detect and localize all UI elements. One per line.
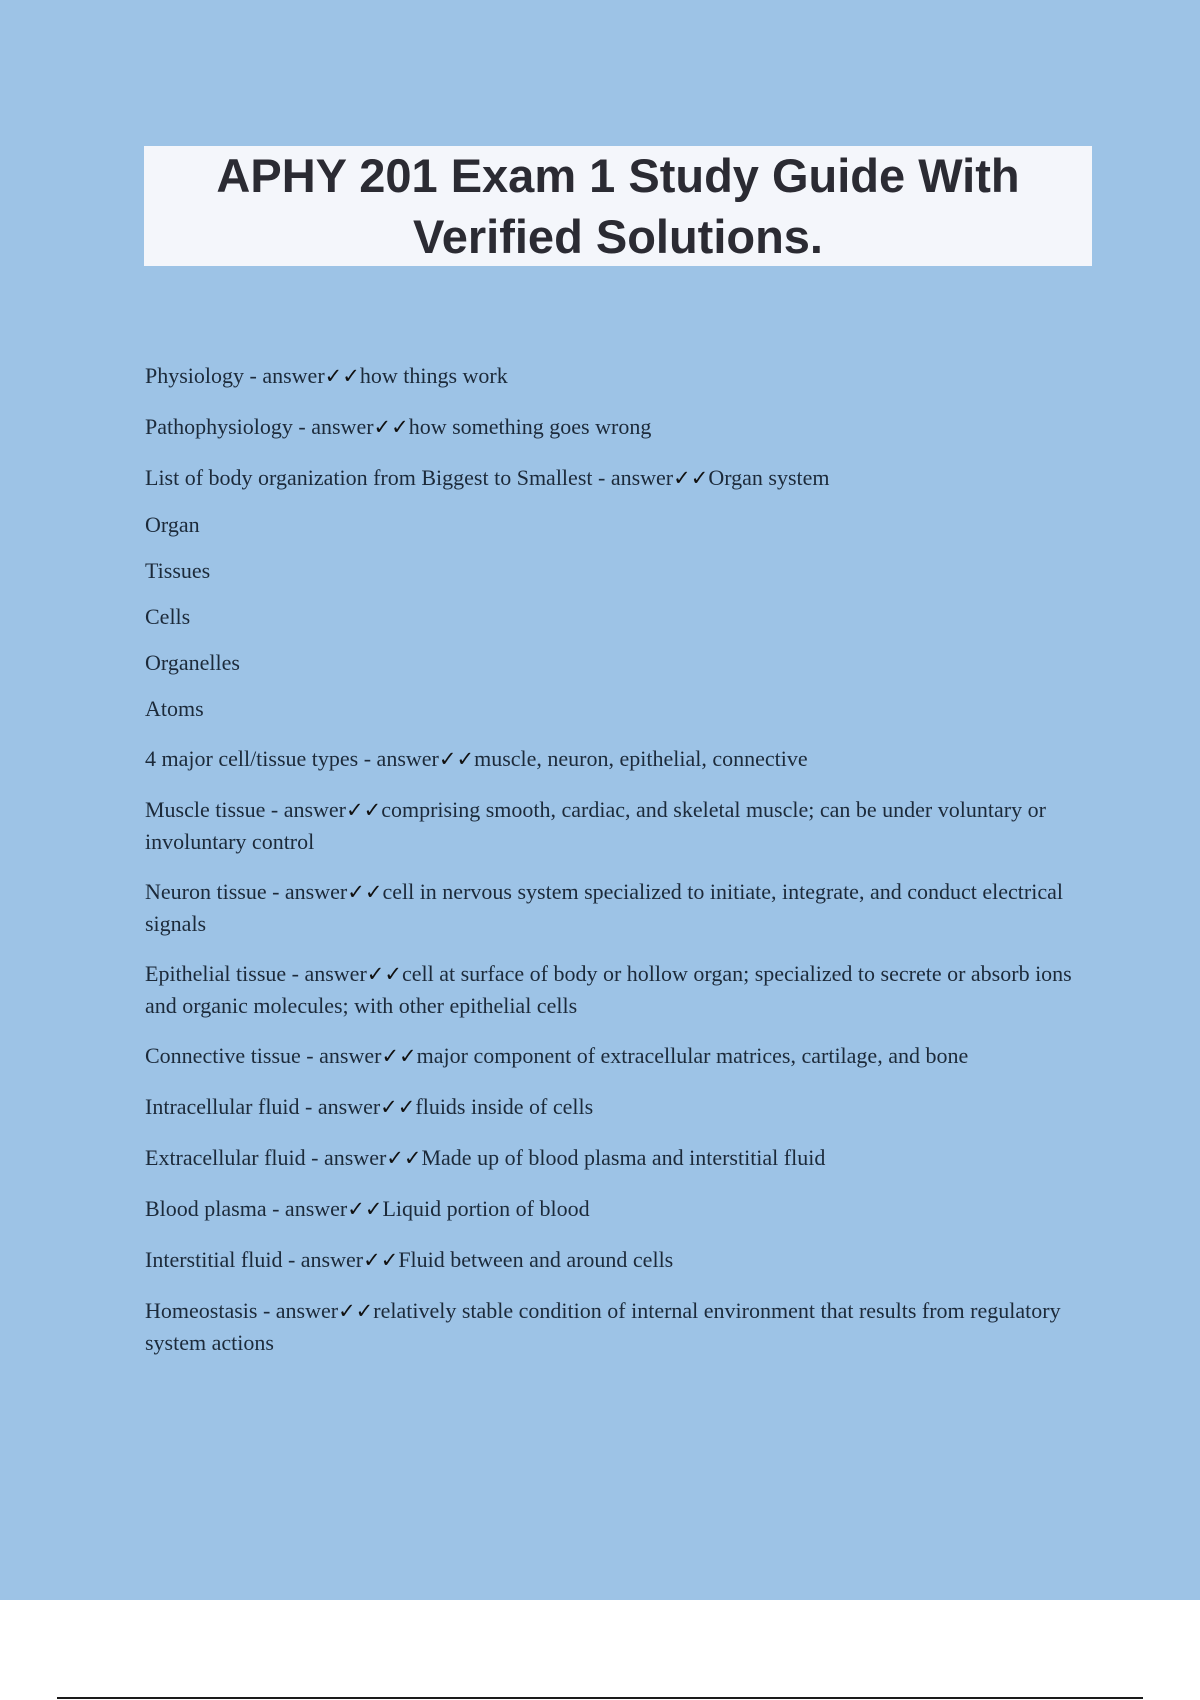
check-icon: ✓✓ [673,466,709,490]
entry-term: Neuron tissue - answer [145,879,348,904]
check-icon: ✓✓ [338,1299,374,1323]
check-icon: ✓✓ [347,880,383,904]
qa-entry [145,876,1075,939]
entry-term: Connective tissue - answer [145,1043,382,1068]
qa-entry [145,462,1075,494]
check-icon: ✓✓ [386,1146,422,1170]
check-icon: ✓✓ [346,798,382,822]
entry-answer: fluids inside of cells [415,1094,594,1119]
qa-entry [145,411,1075,443]
qa-entry [145,1193,1075,1225]
entry-answer: Organ system [708,465,830,490]
entry-term: Intracellular fluid - answer [145,1094,381,1119]
entry-term: Pathophysiology - answer [145,414,374,439]
entry-answer: how something goes wrong [408,414,652,439]
qa-entry [145,958,1075,1021]
entry-term: List of body organization from Biggest to Smallest - answer [145,465,674,490]
check-icon: ✓✓ [438,747,475,771]
entry-answer: cell in nervous system specialized to initiate, integrate, and conduct electrical signals [145,879,1063,936]
entry-answer: comprising smooth, cardiac, and skeletal muscle; can be under voluntary or involuntary control [145,797,1046,854]
qa-entry [145,743,1075,775]
entry-answer: how things work [359,363,508,388]
check-icon: ✓✓ [324,364,360,388]
qa-entry [145,794,1075,857]
list-item: Organ [145,512,200,537]
document-title: APHY 201 Exam 1 Study Guide With Verified Solutions. [216,149,1020,263]
list-item: Atoms [145,696,204,721]
entry-answer: cell at surface of body or hollow organ; specialized to secrete or absorb ions and organic molecules; with other epithelial cells [145,961,1072,1018]
entry-term: Physiology - answer [145,363,325,388]
entry-answer: Liquid portion of blood [382,1196,590,1221]
entry-term: Muscle tissue - answer [145,797,347,822]
entry-answer: muscle, neuron, epithelial, connective [474,746,808,771]
check-icon: ✓✓ [347,1197,383,1221]
title-banner [144,146,1092,266]
check-icon: ✓✓ [363,1248,399,1272]
qa-entry [145,1091,1075,1123]
check-icon: ✓✓ [380,1095,416,1119]
entry-term: Interstitial fluid - answer [145,1247,364,1272]
list-item: Organelles [145,650,240,675]
check-icon: ✓✓ [381,1044,417,1068]
qa-entry [145,1295,1075,1358]
list-item: Tissues [145,558,211,583]
check-icon: ✓✓ [366,962,402,986]
entry-term: Blood plasma - answer [145,1196,348,1221]
study-guide-content [145,360,1075,1377]
qa-entry [145,1142,1075,1174]
check-icon: ✓✓ [373,415,409,439]
entry-answer: relatively stable condition of internal environment that results from regulatory system actions [145,1298,1061,1355]
list-item: Cells [145,604,191,629]
entry-answer: major component of extracellular matrices, cartilage, and bone [416,1043,969,1068]
footer-divider [57,1697,1143,1699]
entry-term: Homeostasis - answer [145,1298,339,1323]
qa-entry [145,1040,1075,1072]
entry-answer: Made up of blood plasma and interstitial fluid [421,1145,826,1170]
qa-entry [145,1244,1075,1276]
entry-term: Extracellular fluid - answer [145,1145,387,1170]
entry-answer: Fluid between and around cells [398,1247,674,1272]
entry-term: Epithelial tissue - answer [145,961,367,986]
qa-entry [145,360,1075,392]
entry-term: 4 major cell/tissue types - answer [145,746,439,771]
